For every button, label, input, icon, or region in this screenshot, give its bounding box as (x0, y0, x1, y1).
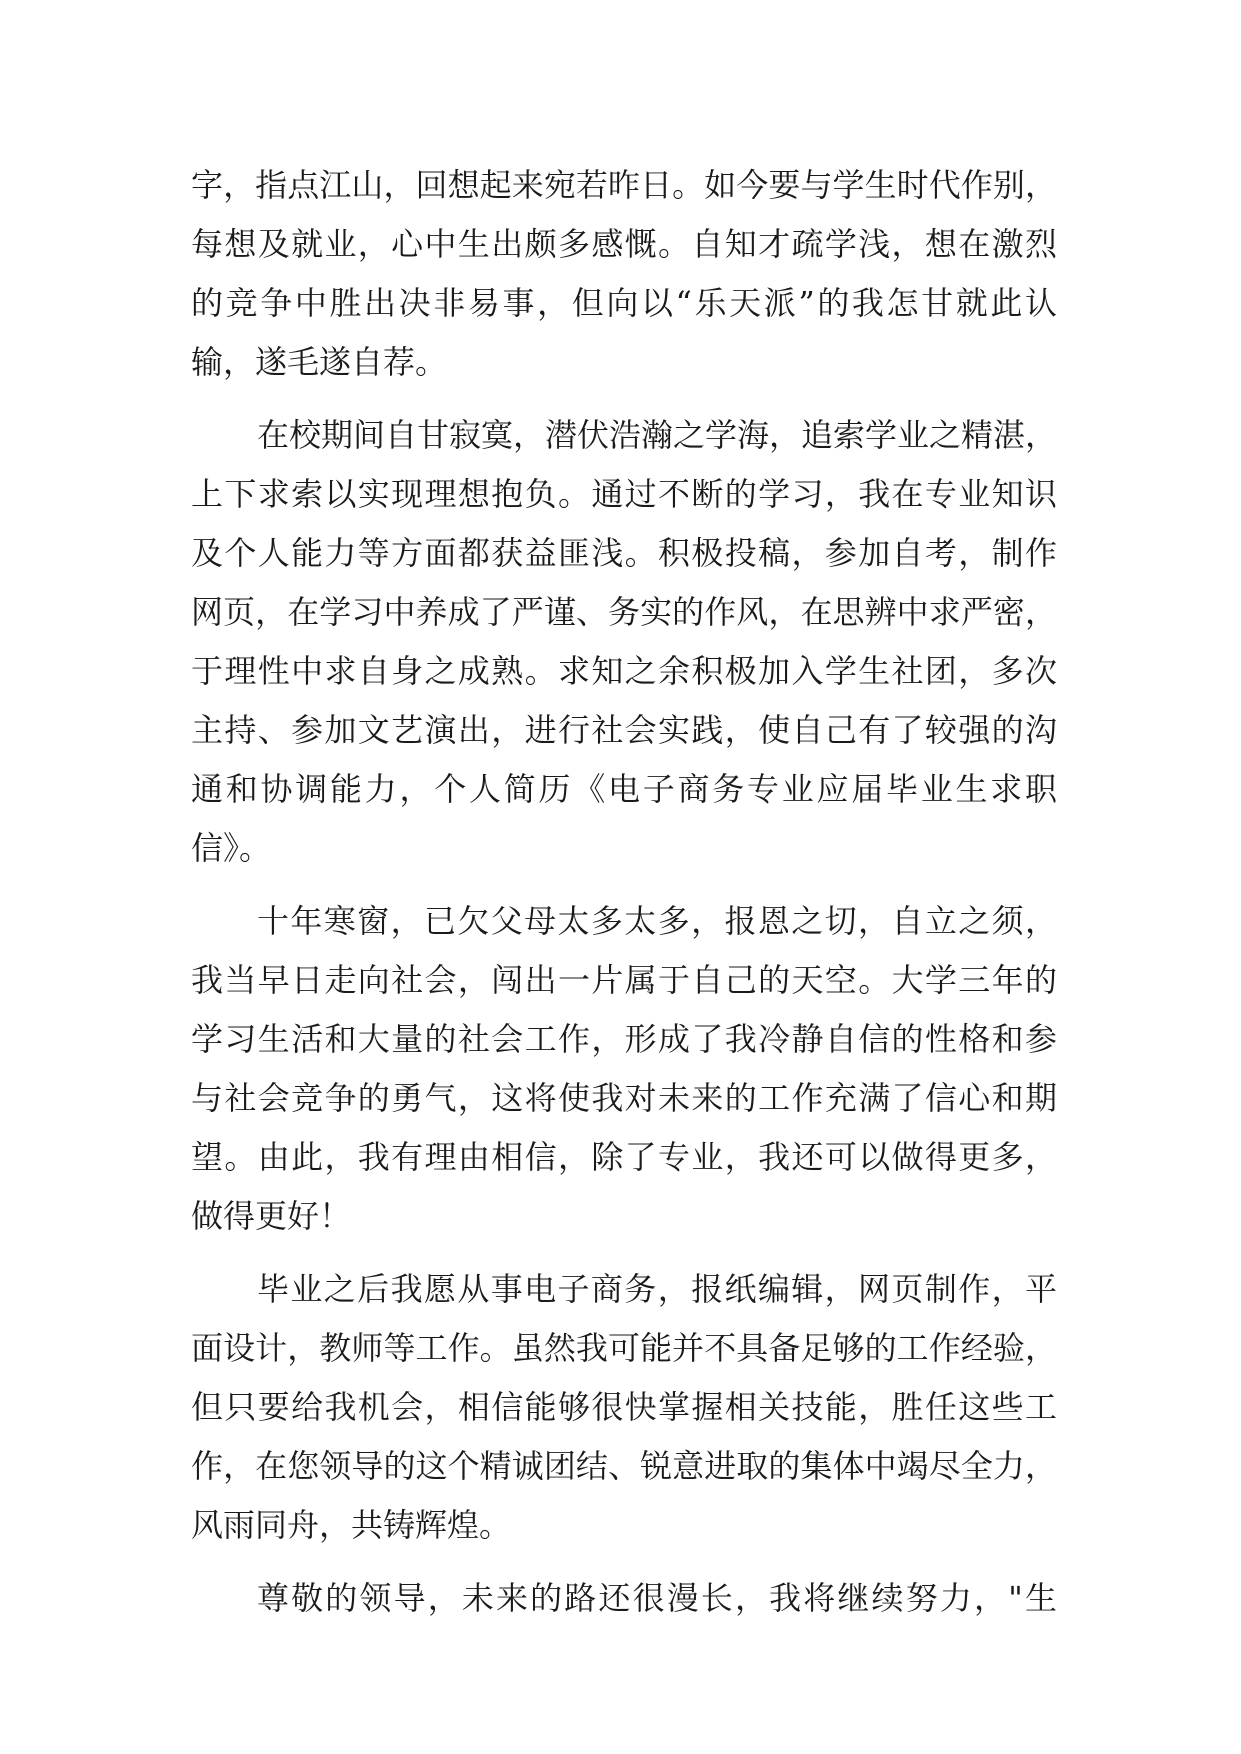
text-line: 做得更好！ (191, 1197, 352, 1235)
text-line: 信》。 (191, 829, 272, 867)
text-line: 输，遂毛遂自荐。 (191, 343, 448, 381)
text-line: 主持、参加文艺演出，进行社会实践，使自己有了较强的沟 (191, 711, 1057, 749)
text-line: 十年寒窗，已欠父母太多太多，报恩之切，自立之须， (257, 902, 1057, 940)
text-line: 望。由此，我有理由相信，除了专业，我还可以做得更多， (191, 1138, 1057, 1176)
text-line: 作，在您领导的这个精诚团结、锐意进取的集体中竭尽全力， (191, 1447, 1057, 1485)
text-line: 学习生活和大量的社会工作，形成了我冷静自信的性格和参 (191, 1020, 1057, 1058)
text-line: 于理性中求自身之成熟。求知之余积极加入学生社团，多次 (191, 652, 1057, 690)
text-line: 毕业之后我愿从事电子商务，报纸编辑，网页制作，平 (257, 1270, 1057, 1308)
body-text (191, 156, 1057, 1628)
paragraph (191, 1569, 1057, 1628)
paragraph-spacer (191, 1246, 1057, 1260)
paragraph-spacer (191, 1555, 1057, 1569)
text-line: 网页，在学习中养成了严谨、务实的作风，在思辨中求严密， (191, 593, 1057, 631)
text-line: 上下求索以实现理想抱负。通过不断的学习，我在专业知识 (191, 475, 1057, 513)
paragraph (191, 1260, 1057, 1555)
text-line: 通和协调能力，个人简历《电子商务专业应届毕业生求职 (191, 770, 1057, 808)
paragraph (191, 406, 1057, 878)
text-line: 字，指点江山，回想起来宛若昨日。如今要与学生时代作别， (191, 166, 1057, 204)
text-line: 面设计，教师等工作。虽然我可能并不具备足够的工作经验， (191, 1329, 1057, 1367)
text-line: 风雨同舟，共铸辉煌。 (191, 1506, 512, 1544)
text-line: 但只要给我机会，相信能够很快掌握相关技能，胜任这些工 (191, 1388, 1057, 1426)
text-line: 与社会竞争的勇气，这将使我对未来的工作充满了信心和期 (191, 1079, 1057, 1117)
text-line: 尊敬的领导，未来的路还很漫长，我将继续努力，"生 (257, 1579, 1057, 1617)
paragraph (191, 156, 1057, 392)
paragraph (191, 892, 1057, 1246)
text-line: 的竞争中胜出决非易事，但向以“乐天派”的我怎甘就此认 (191, 284, 1057, 322)
text-line: 在校期间自甘寂寞，潜伏浩瀚之学海，追索学业之精湛， (257, 416, 1058, 454)
paragraph-spacer (191, 878, 1057, 892)
text-line: 及个人能力等方面都获益匪浅。积极投稿，参加自考，制作 (191, 534, 1057, 572)
text-line: 每想及就业，心中生出颇多感慨。自知才疏学浅，想在激烈 (191, 225, 1057, 263)
text-line: 我当早日走向社会，闯出一片属于自己的天空。大学三年的 (191, 961, 1057, 999)
paragraph-spacer (191, 392, 1057, 406)
